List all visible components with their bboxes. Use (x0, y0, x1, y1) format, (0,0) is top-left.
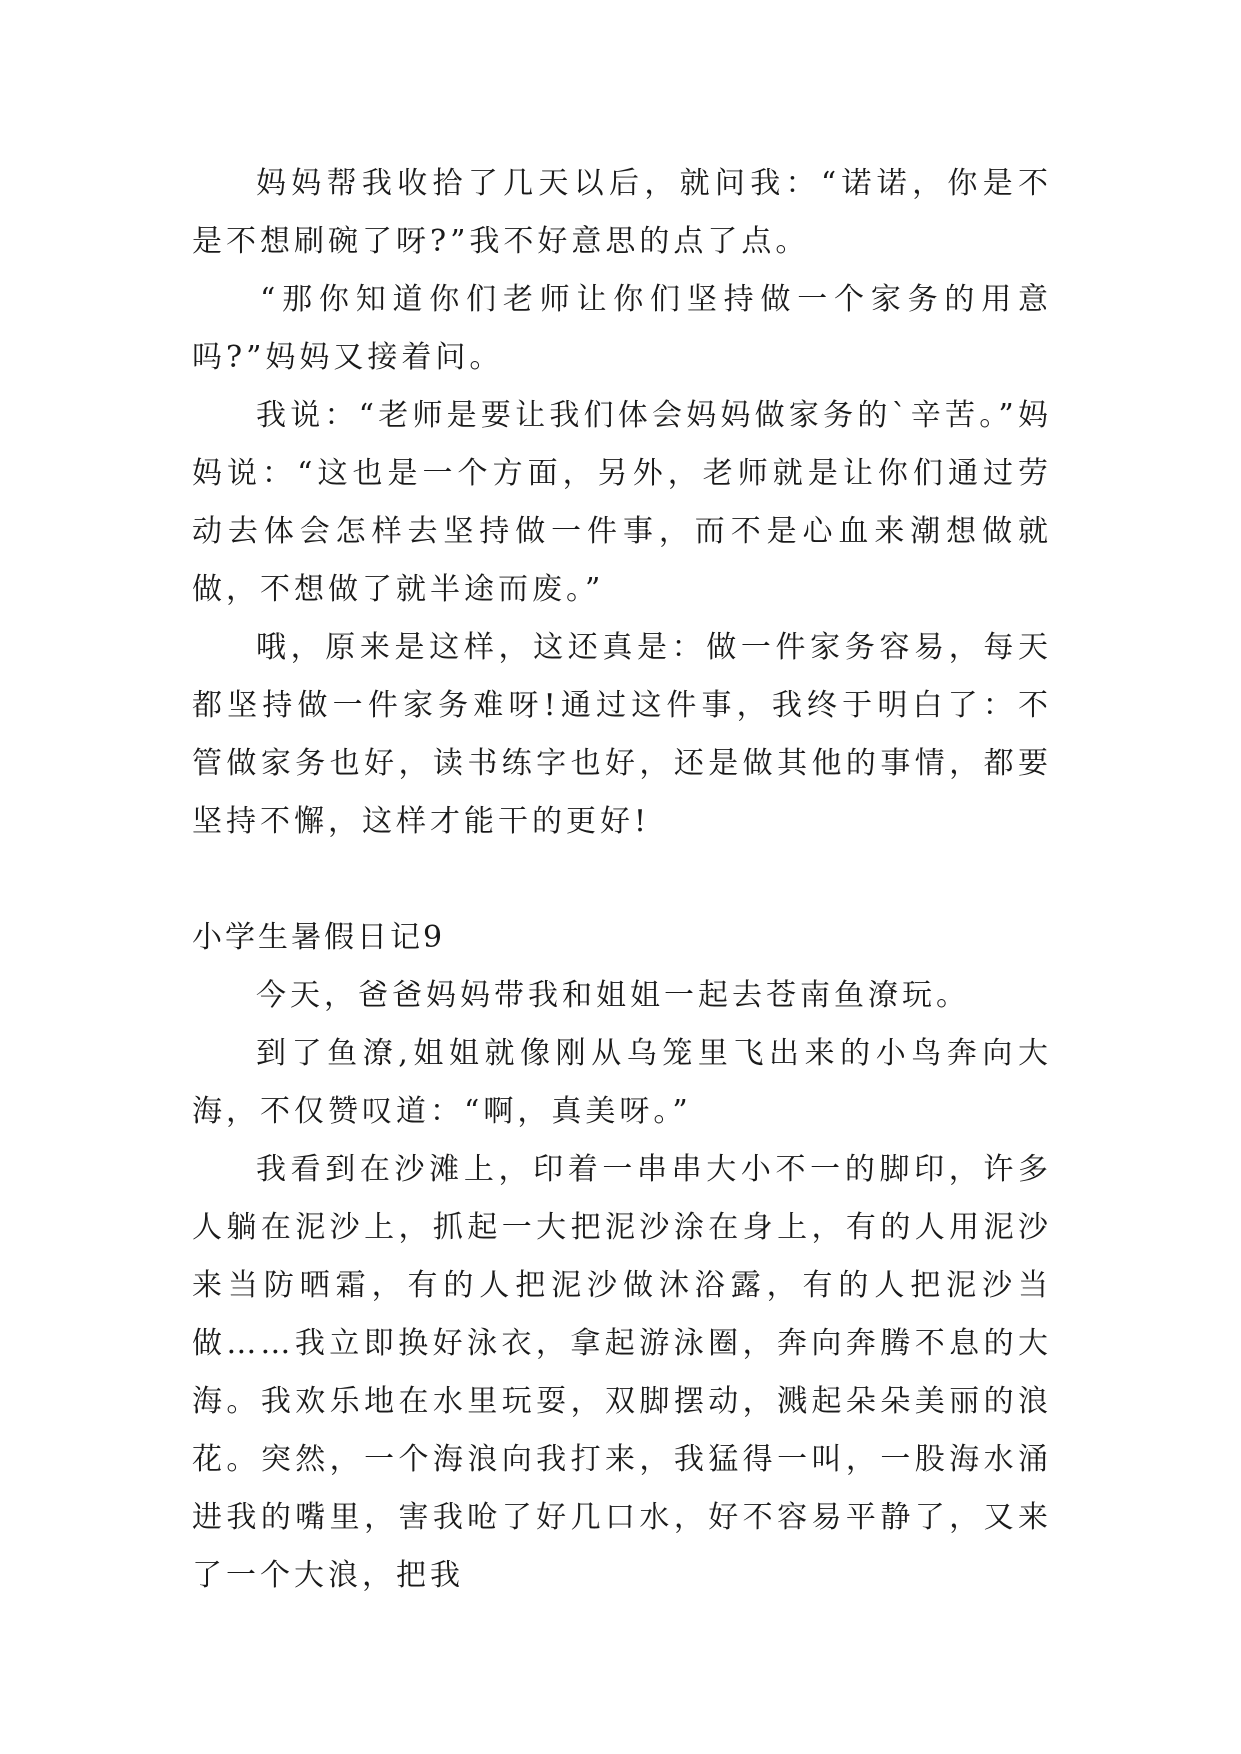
section-title: 小学生暑假日记9 (192, 920, 446, 955)
paragraph: 妈妈帮我收拾了几天以后，就问我：“诺诺，你是不是不想刷碗了呀?”我不好意思的点了点。 (192, 166, 1052, 259)
paragraph: 我看到在沙滩上，印着一串串大小不一的脚印，许多人躺在泥沙上，抓起一大把泥沙涂在身上，有的人用泥沙来当防晒霜，有的人把泥沙做沐浴露，有的人把泥沙当做……我立即换好泳衣，拿起游泳圈，奔向奔腾不息的大海。我欢乐地在水里玩耍，双脚摆动，溅起朵朵美丽的浪花。突然，一个海浪向我打来，我猛得一叫，一股海水涌进我的嘴里，害我呛了好几口水，好不容易平静了，又来了一个大浪，把我 (192, 1152, 1052, 1593)
paragraph: 哦，原来是这样，这还真是：做一件家务容易，每天都坚持做一件家务难呀!通过这件事，我终于明白了：不管做家务也好，读书练字也好，还是做其他的事情，都要坚持不懈，这样才能干的更好! (192, 630, 1052, 839)
paragraph: 今天，爸爸妈妈带我和姐姐一起去苍南鱼潦玩。 (256, 978, 970, 1013)
paragraph: 到了鱼潦,姐姐就像刚从乌笼里飞出来的小鸟奔向大海，不仅赞叹道：“啊，真美呀。” (192, 1036, 1052, 1129)
paragraph: “那你知道你们老师让你们坚持做一个家务的用意吗?”妈妈又接着问。 (192, 282, 1052, 375)
document-body (192, 155, 1052, 1605)
paragraph: 我说：“老师是要让我们体会妈妈做家务的`辛苦。”妈妈说：“这也是一个方面，另外，老师就是让你们通过劳动去体会怎样去坚持做一件事，而不是心血来潮想做就做，不想做了就半途而废。” (192, 398, 1052, 607)
